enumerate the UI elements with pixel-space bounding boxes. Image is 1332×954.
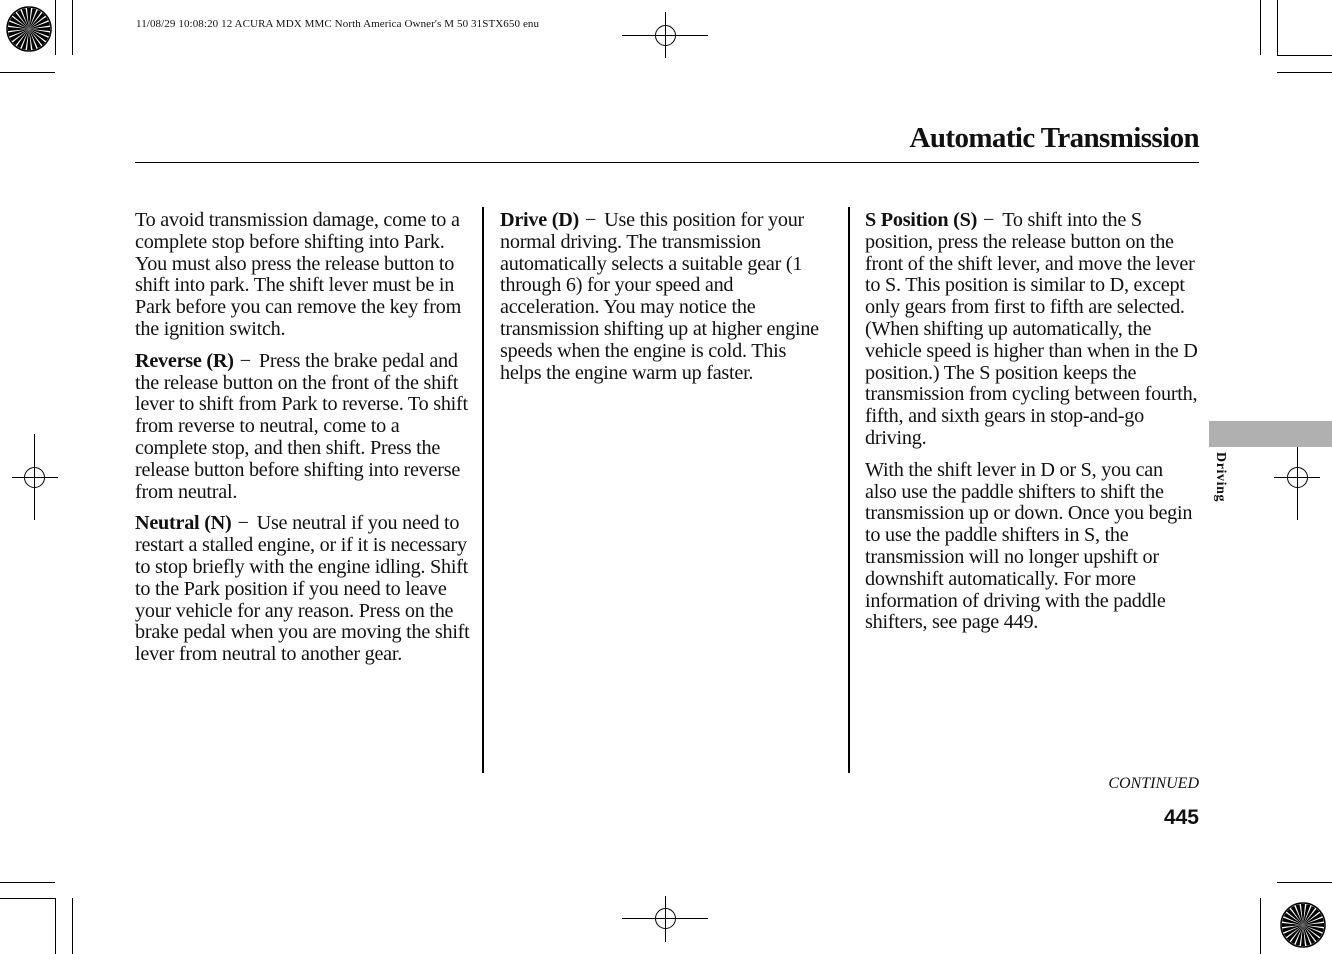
crop-mark xyxy=(1277,882,1332,883)
middle-column xyxy=(500,210,832,394)
reverse-heading: Reverse (R) xyxy=(135,349,234,372)
crop-mark xyxy=(0,898,55,899)
crop-mark xyxy=(1277,55,1332,56)
neutral-paragraph xyxy=(135,513,475,666)
right-column xyxy=(865,210,1199,644)
left-column xyxy=(135,210,475,676)
page-number: 445 xyxy=(1163,806,1199,829)
crosshair-circle-icon xyxy=(24,467,45,488)
crosshair-circle-icon xyxy=(655,25,676,46)
s-position-paragraph xyxy=(865,210,1199,450)
intro-paragraph: To avoid transmission damage, come to a complete stop before shifting into Park. You must also press the release button to shift into park. The shift lever must be in Park before you can remove the key from the ignition switch. xyxy=(135,209,462,340)
neutral-text: Use neutral if you need to restart a stalled engine, or if it is necessary to stop briefly with the engine idling. Shift to the Park position if you need to leave your vehicle for any reason. Press on the brake pedal when you are moving the shift lever from neutral to another gear. xyxy=(135,512,470,666)
crop-mark xyxy=(72,0,73,55)
drive-heading: Drive (D) xyxy=(500,209,580,231)
crop-mark xyxy=(0,72,55,73)
separator-dash: − xyxy=(585,209,597,231)
crop-mark xyxy=(72,898,73,954)
crop-mark xyxy=(0,882,55,883)
reverse-paragraph xyxy=(135,351,475,504)
column-divider xyxy=(482,207,484,773)
crop-mark xyxy=(55,898,56,954)
separator-dash: − xyxy=(983,209,995,231)
separator-dash: − xyxy=(237,512,249,535)
reverse-text: Press the brake pedal and the release button on the front of the shift lever to shift from Park to reverse. To shift from reverse to neutral, come to a complete stop, and then shift. Press the release button before shifting into reverse from neutral. xyxy=(135,349,468,503)
page-title: Automatic Transmission xyxy=(909,122,1199,154)
crop-mark xyxy=(55,0,56,55)
crosshair-circle-icon xyxy=(655,908,676,929)
title-divider xyxy=(135,162,1199,163)
drive-paragraph xyxy=(500,210,832,384)
registration-starburst-icon xyxy=(1280,902,1326,948)
paddle-shifter-paragraph: With the shift lever in D or S, you can also use the paddle shifters to shift the transmission up or down. Once you begin to use the paddle shifters in S, the transmission will no longer upshift or downshift automatically. For more information of driving with the paddle shifters, see page 449. xyxy=(865,458,1193,634)
s-position-text: To shift into the S position, press the release button on the front of the shift lever, and move the lever to S. This position is similar to D, except only gears from first to fifth are selected. (When shifting up automatically, the vehicle speed is higher than when in the D position.) The S position keeps the transmission from cycling between fourth, fifth, and sixth gears in stop-and-go driving. xyxy=(865,209,1198,449)
section-tab-label: Driving xyxy=(1213,452,1228,503)
print-stamp: 11/08/29 10:08:20 12 ACURA MDX MMC North America Owner's M 50 31STX650 enu xyxy=(136,18,540,30)
continued-label: CONTINUED xyxy=(1108,775,1199,792)
column-divider xyxy=(848,207,850,773)
separator-dash: − xyxy=(239,349,251,372)
section-tab-marker xyxy=(1209,421,1332,447)
neutral-heading: Neutral (N) xyxy=(135,512,232,535)
crop-mark xyxy=(1277,72,1332,73)
crop-mark xyxy=(1260,0,1261,55)
crop-mark xyxy=(1260,898,1261,954)
crop-mark xyxy=(1277,0,1278,55)
crosshair-circle-icon xyxy=(1287,467,1308,488)
registration-starburst-icon xyxy=(6,6,52,52)
s-position-heading: S Position (S) xyxy=(865,209,978,231)
drive-text: Use this position for your normal driving. The transmission automatically selects a suitable gear (1 through 6) for your speed and acceleration. You may notice the transmission shifting up at higher engine speeds when the engine is cold. This helps the engine warm up faster. xyxy=(500,209,819,384)
